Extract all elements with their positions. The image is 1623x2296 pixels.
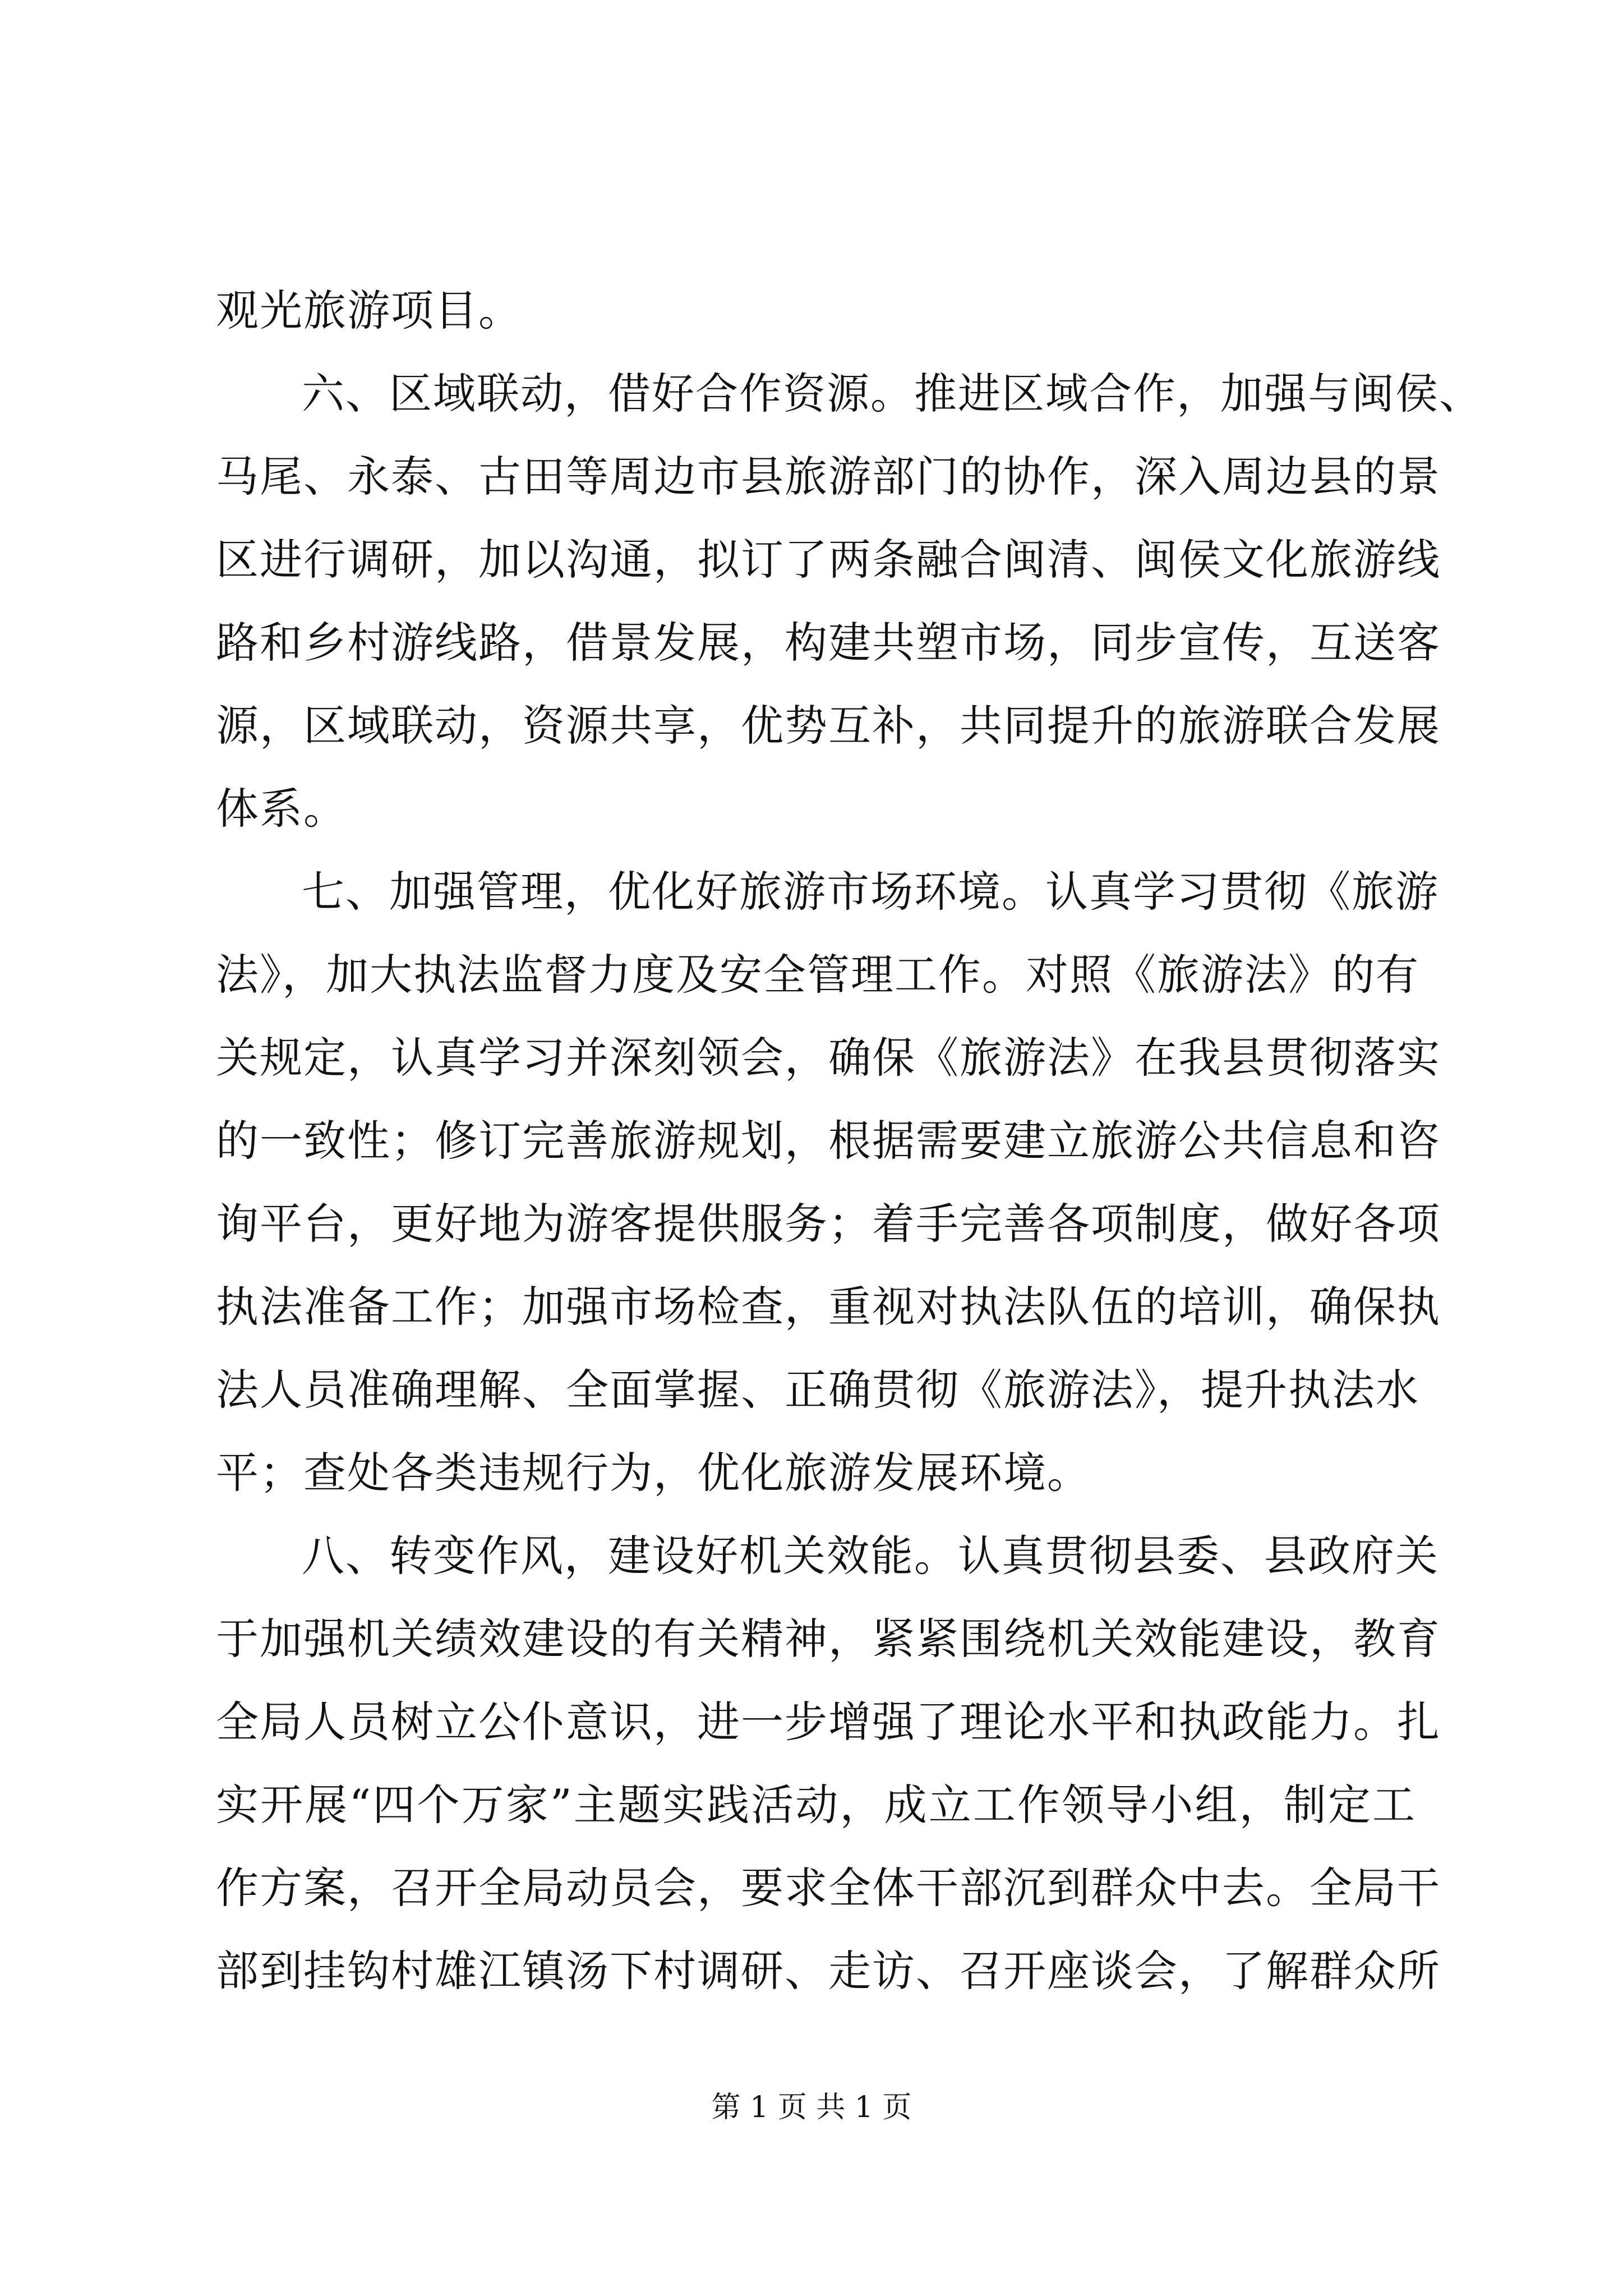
text-line: 执法准备工作；加强市场检查，重视对执法队伍的培训，确保执 (216, 1282, 1441, 1332)
text-line: 源，区域联动，资源共享，优势互补，共同提升的旅游联合发展 (216, 701, 1441, 751)
text-line: 六、区域联动，借好合作资源。推进区域合作，加强与闽侯、 (302, 369, 1483, 418)
text-line: 区进行调研，加以沟通，拟订了两条融合闽清、闽侯文化旅游线 (216, 535, 1441, 585)
text-line: 体系。 (216, 784, 347, 834)
text-line: 八、转变作风，建设好机关效能。认真贯彻县委、县政府关 (302, 1531, 1439, 1581)
text-line: 观光旅游项目。 (216, 286, 522, 335)
text-line: 七、加强管理，优化好旅游市场环境。认真学习贯彻《旅游 (302, 867, 1439, 917)
text-line: 关规定，认真学习并深刻领会，确保《旅游法》在我县贯彻落实 (216, 1033, 1441, 1083)
text-line: 部到挂钩村雄江镇汤下村调研、走访、召开座谈会，了解群众所 (216, 1946, 1441, 1996)
text-line: 路和乡村游线路，借景发展，构建共塑市场，同步宣传，互送客 (216, 618, 1441, 668)
text-line: 于加强机关绩效建设的有关精神，紧紧围绕机关效能建设，教育 (216, 1614, 1441, 1664)
page-footer: 第 1 页 共 1 页 (711, 2091, 912, 2124)
text-line: 马尾、永泰、古田等周边市县旅游部门的协作，深入周边县的景 (216, 452, 1441, 501)
text-line: 法》，加大执法监督力度及安全管理工作。对照《旅游法》的有 (216, 950, 1419, 1000)
text-line: 全局人员树立公仆意识，进一步增强了理论水平和执政能力。扎 (216, 1697, 1441, 1747)
text-line: 法人员准确理解、全面掌握、正确贯彻《旅游法》，提升执法水 (216, 1365, 1419, 1415)
text-line: 作方案，召开全局动员会，要求全体干部沉到群众中去。全局干 (216, 1863, 1441, 1913)
text-line: 的一致性；修订完善旅游规划，根据需要建立旅游公共信息和咨 (216, 1116, 1441, 1166)
document-body (216, 269, 1483, 2013)
text-line: 询平台，更好地为游客提供服务；着手完善各项制度，做好各项 (216, 1199, 1441, 1249)
text-line: 平；查处各类违规行为，优化旅游发展环境。 (216, 1448, 1091, 1498)
text-line: 实开展“四个万家”主题实践活动，成立工作领导小组，制定工 (216, 1780, 1416, 1830)
